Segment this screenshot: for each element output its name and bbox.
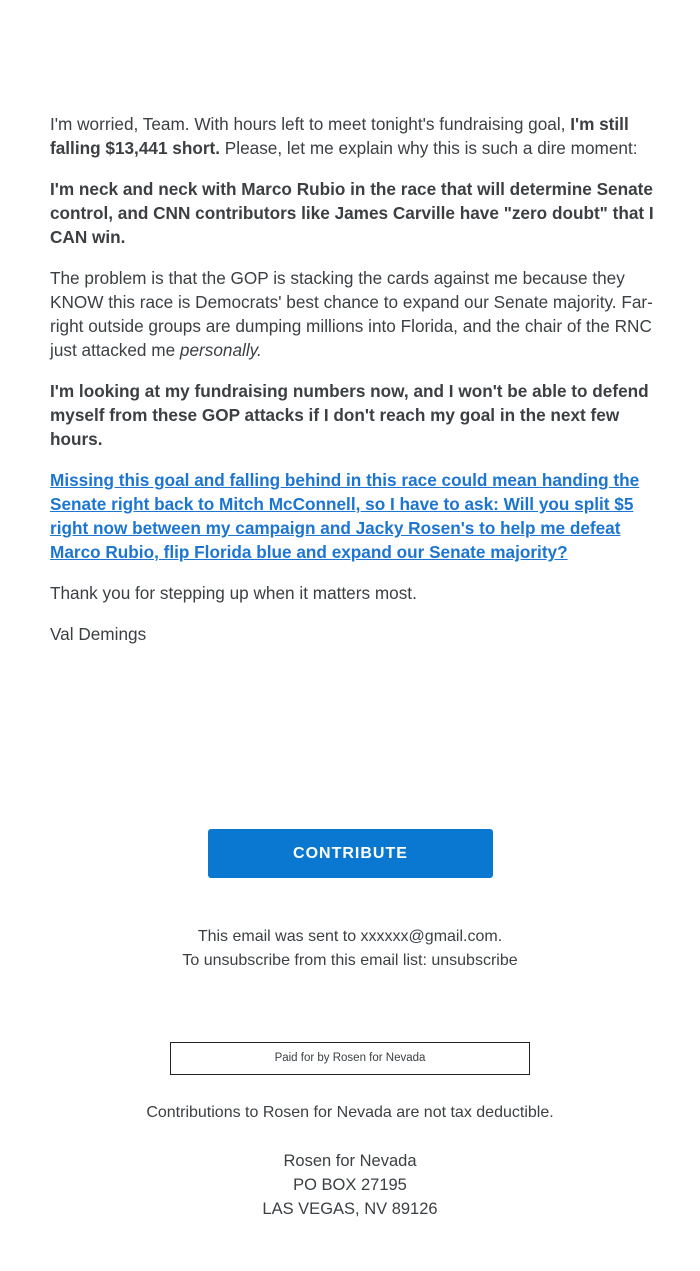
paragraph-race: I'm neck and neck with Marco Rubio in the race that will determine Senate control, and CNN contributors like James Carville have "zero doubt" that I CAN win. <box>50 179 654 247</box>
address-org: Rosen for Nevada <box>283 1152 417 1170</box>
signature: Val Demings <box>50 624 147 644</box>
address-po-box: PO BOX 27195 <box>293 1176 407 1194</box>
paid-for-disclaimer: Paid for by Rosen for Nevada <box>170 1042 530 1075</box>
sent-to-notice: This email was sent to xxxxxx@gmail.com. <box>197 928 503 945</box>
mailing-address <box>0 1149 700 1221</box>
intro-text: I'm worried, Team. With hours left to meet tonight's fundraising goal, <box>50 114 571 134</box>
problem-italic: personally. <box>179 340 262 360</box>
unsubscribe-line <box>0 949 700 973</box>
donate-ask-link[interactable]: Missing this goal and falling behind in this race could mean handing the Senate right back to Mitch McConnell, so I have to ask: Will you split $5 right now between my campaign and Jacky Rosen's to help me defeat Marco Rubio, flip Florida blue and expand our Senate majority? <box>50 470 640 562</box>
paragraph-numbers: I'm looking at my fundraising numbers now, and I won't be able to defend myself from these GOP attacks if I don't reach my goal in the next few hours. <box>50 381 649 449</box>
problem-text: The problem is that the GOP is stacking the cards against me because they KNOW this race is Democrats' best chance to expand our Senate majority. Far-right outside groups are dumping millions into Florida, and the chair of the RNC just attacked me <box>50 268 653 360</box>
unsubscribe-prefix: To unsubscribe from this email list: <box>182 952 432 969</box>
paragraph-thanks: Thank you for stepping up when it matters most. <box>50 583 417 603</box>
cta-container <box>208 829 493 878</box>
shortfall-text: I'm still falling $13,441 short. <box>50 114 629 158</box>
paragraph-problem <box>50 266 655 362</box>
message-body <box>50 112 655 663</box>
paragraph-ask <box>50 468 655 564</box>
address-city: LAS VEGAS, NV 89126 <box>262 1200 438 1218</box>
paragraph-intro <box>50 112 655 160</box>
contribute-button[interactable]: CONTRIBUTE <box>208 829 493 878</box>
unsubscribe-link[interactable]: unsubscribe <box>431 952 518 969</box>
intro-outro-text: Please, let me explain why this is such a dire moment: <box>220 138 638 158</box>
tax-deductible-note: Contributions to Rosen for Nevada are not tax deductible. <box>146 1104 554 1121</box>
